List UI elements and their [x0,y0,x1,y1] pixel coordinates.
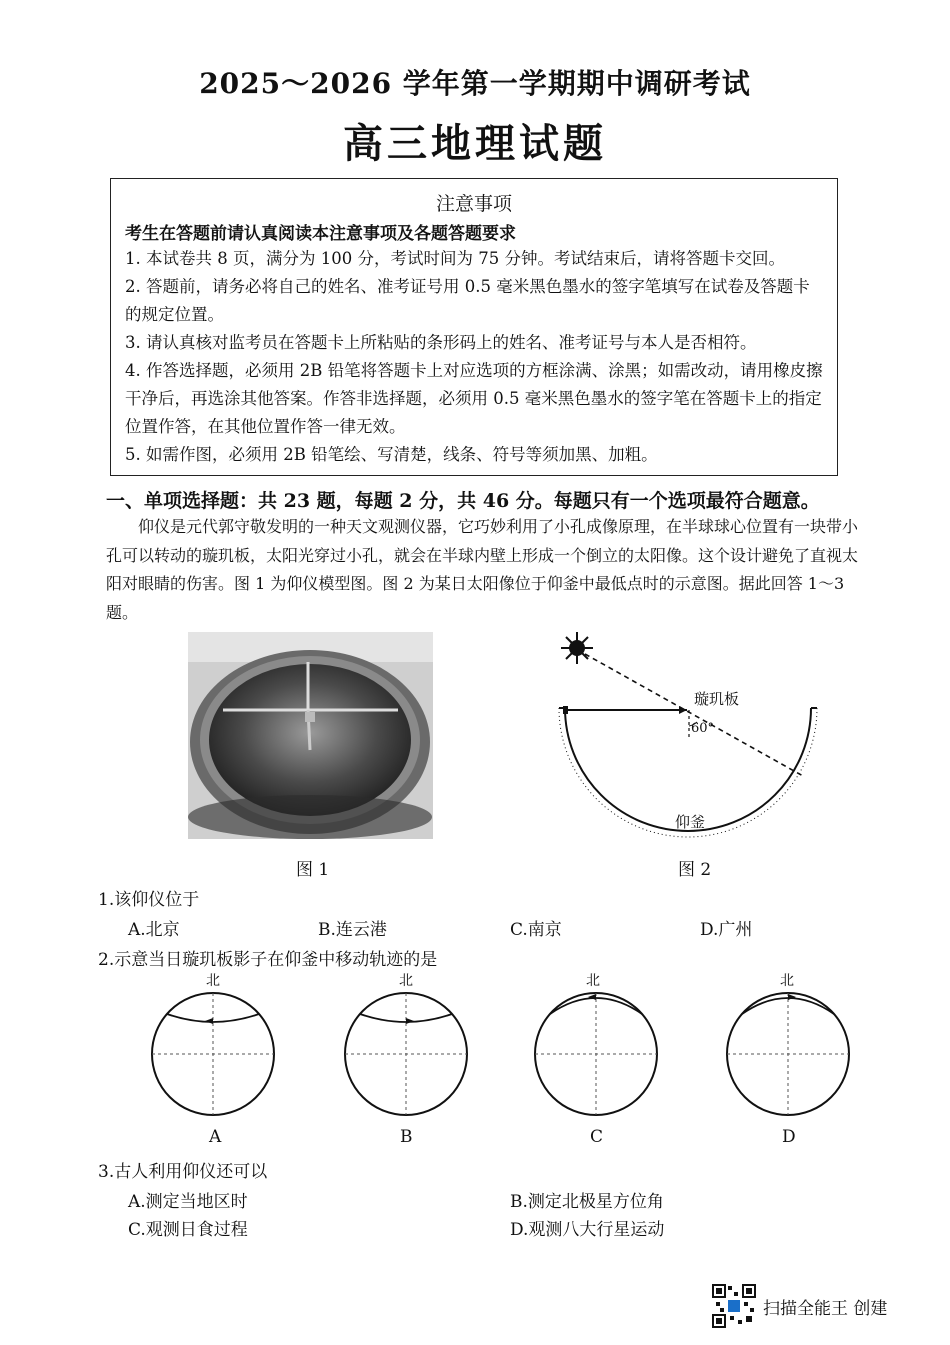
qr-code-icon [712,1284,756,1328]
notice-box [110,178,838,476]
q1-option-d[interactable]: D.广州 [700,920,753,940]
q2-diagram-c[interactable] [528,972,668,1142]
scanner-watermark: 扫描全能王 创建 [763,1299,888,1319]
label-bowl: 仰釜 [675,813,706,831]
q2-diagram-b[interactable] [338,972,478,1142]
figure-2-caption: 图 2 [678,860,712,880]
q1-option-b[interactable]: B.连云港 [318,920,387,940]
q3-option-a[interactable]: A.测定当地区时 [128,1192,248,1212]
q2-label-c[interactable]: C [590,1127,604,1147]
subject-title: 高三地理试题 [343,120,607,167]
section-heading: 一、单项选择题：共 23 题，每题 2 分，共 46 分。每题只有一个选项最符合题意。 [106,490,820,512]
q3-option-c[interactable]: C.观测日食过程 [128,1220,248,1240]
notice-subtitle: 考生在答题前请认真阅读本注意事项及各题答题要求 [125,224,516,244]
notice-item-4: 4. 作答选择题，必须用 2B 铅笔将答题卡上对应选项的方框涂满、涂黑；如需改动，请用橡皮擦干净后，再选涂其他答案。作答非选择题，必须用 0.5 毫米黑色墨水的签字笔在答题卡上的指定位置作答，在其他位置作答一律无效。 [125,361,823,436]
north-label: 北 [586,973,600,989]
question-3-stem: 3.古人利用仰仪还可以 [98,1162,268,1182]
north-label: 北 [206,973,220,989]
figure-1-caption: 图 1 [296,860,330,880]
exam-title: 2025～2026 学年第一学期期中调研考试 [199,67,751,100]
label-xuanji-board: 璇玑板 [694,690,740,708]
north-label: 北 [399,973,413,989]
figure-2-diagram [555,628,825,838]
q2-diagram-a[interactable] [145,972,285,1142]
notice-item-2: 2. 答题前，请务必将自己的姓名、准考证号用 0.5 毫米黑色墨水的签字笔填写在试卷及答题卡的规定位置。 [125,277,810,324]
label-angle: 60° [691,721,715,736]
figure-1-photo [188,632,433,839]
q2-label-b[interactable]: B [400,1127,413,1147]
passage: 仰仪是元代郭守敬发明的一种天文观测仪器，它巧妙利用了小孔成像原理，在半球球心位置有一块带小孔可以转动的璇玑板，太阳光穿过小孔，就会在半球内壁上形成一个倒立的太阳像。这个设计避免了直视太阳对眼睛的伤害。图 1 为仰仪模型图。图 2 为某日太阳像位于仰釜中最低点时的示意图。据此回答 1～3 题。 [106,517,859,622]
notice-item-5: 5. 如需作图，必须用 2B 铅笔绘、写清楚，线条、符号等须加黑、加粗。 [125,445,658,464]
north-label: 北 [780,973,794,989]
q2-label-d[interactable]: D [782,1127,796,1147]
q2-label-a[interactable]: A [209,1127,222,1147]
q1-option-c[interactable]: C.南京 [510,920,562,940]
notice-title: 注意事项 [435,193,512,215]
q2-diagram-d[interactable] [720,972,860,1142]
q1-option-a[interactable]: A.北京 [128,920,180,940]
notice-item-1: 1. 本试卷共 8 页，满分为 100 分，考试时间为 75 分钟。考试结束后，请将答题卡交回。 [125,249,785,268]
sun-icon [561,632,593,664]
q3-option-b[interactable]: B.测定北极星方位角 [510,1192,664,1212]
notice-item-3: 3. 请认真核对监考员在答题卡上所粘贴的条形码上的姓名、准考证号与本人是否相符。 [125,333,757,352]
question-1-stem: 1.该仰仪位于 [98,890,200,910]
question-2-stem: 2.示意当日璇玑板影子在仰釜中移动轨迹的是 [98,950,438,970]
q3-option-d[interactable]: D.观测八大行星运动 [510,1220,665,1240]
